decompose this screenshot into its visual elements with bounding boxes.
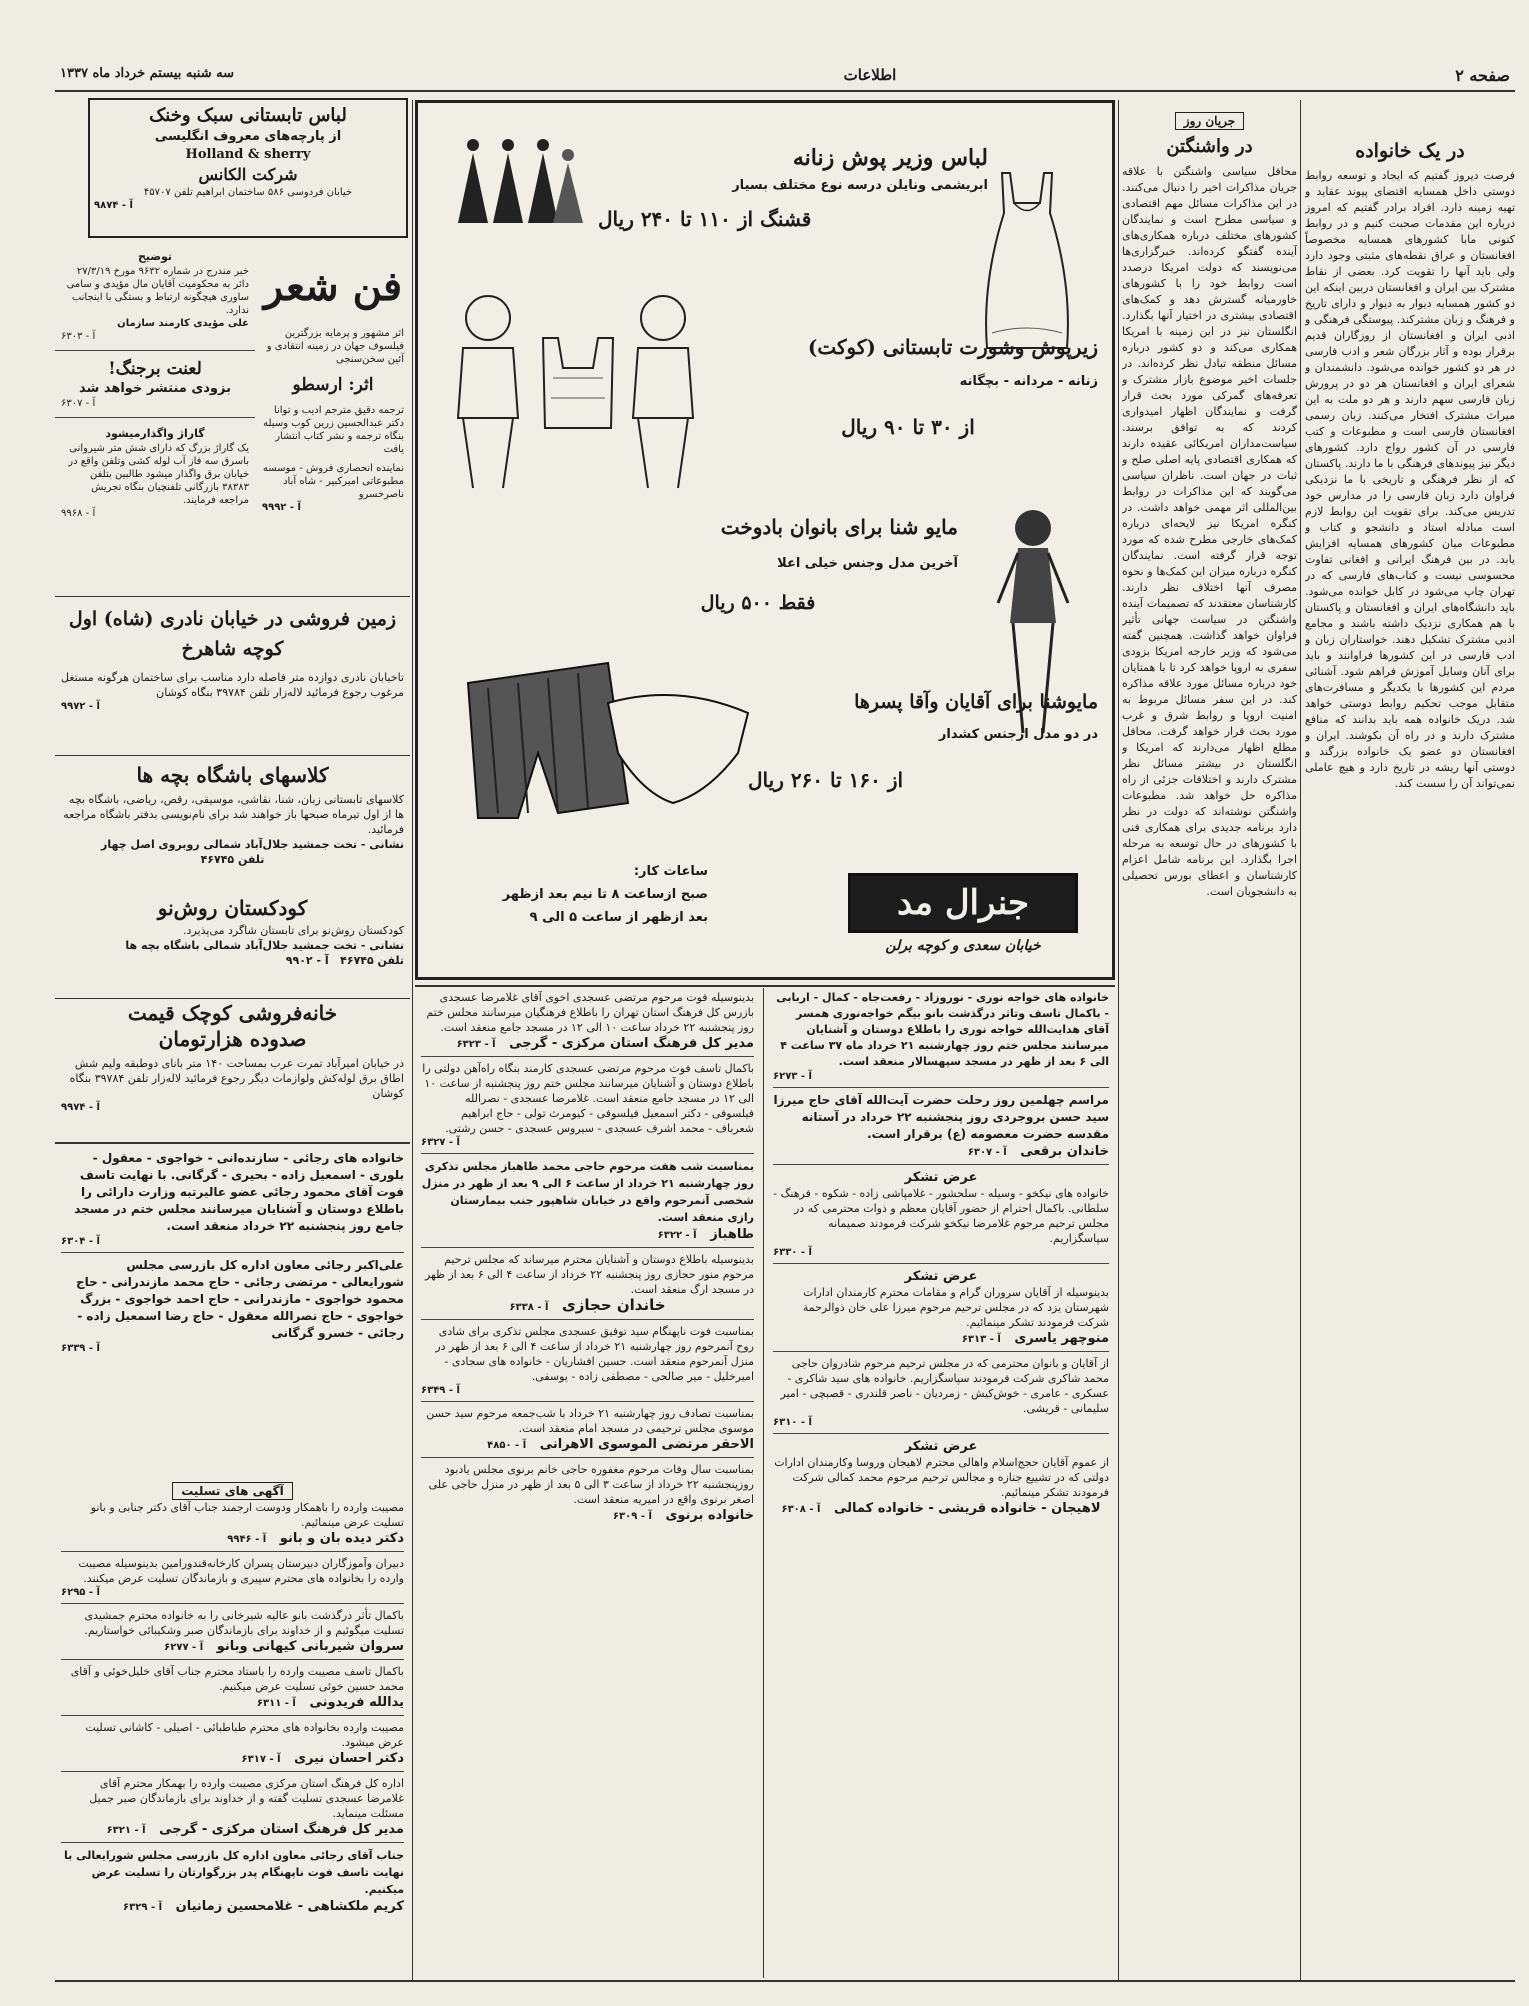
land-text: تاخیابان نادری دوازده متر فاصله دارد مناسب برای ساختمان هرگونه مستغل مرغوب رجوع فرمائید لاله‌زار تلفن ۳۹۷۸۴ بنگاه کوشان — [60, 671, 404, 699]
book-agent: نماینده انحصاری فروش - موسسه مطبوعاتی امیرکبیر - شاه آباد ناصرخسرو — [262, 463, 404, 500]
condolence-small-block — [55, 1480, 410, 1980]
condolence-small-5-sign-text: دکتر احسان نیری — [294, 1751, 404, 1766]
condolence-right-5-code: آ - ۶۳۱۰ — [773, 1417, 812, 1428]
kindergarten-address: نشانی - تخت جمشید جلال‌آباد شمالی باشگاه بچه ها — [125, 939, 404, 952]
condolence-small-5-code: آ - ۶۳۱۷ — [241, 1754, 281, 1765]
family-title: در یک خانواده — [1355, 140, 1465, 162]
condolence-small-4: باکمال تاسف مصیبت وارده را باستاد محترم جناب آقای خلیل‌خوئی و آقای محمد حسین خوئی تسلیت عرض میکنیم. — [70, 1665, 404, 1693]
ad-item-3-title: مایو شنا برای بانوان بادوخت — [720, 515, 958, 539]
condolence-mid-6: بمناسبت تصادف روز چهارشنبه ۲۱ خرداد با شب‌جمعه مرحوم سید حسن موسوی مجلس ترحیمی در مسجد امام منعقد است. — [426, 1407, 754, 1435]
ad-item-2-sub: زنانه - مردانه - بچگانه — [959, 374, 1098, 389]
condolence-right-3: خانواده های نیکخو - وسیله - سلحشور - غلامپاشی زاده - شکوه - فرهنگ - سلطانی. باکمال احترام از حضور آقایان معظم و ذوات محترمی که در مجلس ترحیم مرحوم غلامرضا نیکخو شرکت فرمودند صمیمانه سپاسگزاریم. — [773, 1187, 1109, 1245]
holland-sherry-ad — [88, 98, 408, 238]
brand-address: خیابان سعدی و کوچه برلن — [885, 938, 1041, 954]
holland-code: آ - ۹۸۷۴ — [94, 200, 133, 211]
family-body: فرصت دیروز گفتیم که ایجاد و توسعه روابط دوستی داخل همسایه اقتضای پیوند عقاید و تهیه زمینه دارد. افراد برادر گفتیم که امروز درباره این مقدمات صحبت کنیم و در روابط کنونی مابا کشورهای همسایه مخصوصاً افغانستان و عراق نقطه‌های مثبتی وجود دارد ولی باید آنها را تقویت کرد. بعضی از نقاط مشترک بین ایران و افغانستان دربین اینکه این دو کشور همسایه دیوار به دیوار و دارای تاریخ و فرهنگ و زبان مشترکند. پیوستگی فرهنگی و ادبی ایران و افغانستان از روزگاران قدیم برقرار بوده و آثار بزرگان شعر و ادب فارسی در هر دو کشور خوانده می‌شود. دانشمندان و شعرای ایران و افغانستان هر دو در پرورش زبان فارسی سهم دارند و هر دو ملت به این میراث مشترک افتخار می‌کنند. زبان رسمی افغانستان فارسی است و مطبوعات و کتب فارسی در آن کشور رواج دارد. کشورهای دیگر نیز پیوندهای فرهنگی با ما دارند. پاکستان که از نظر فرهنگی و تاریخی با ما نزدیکی فراوان دارد زبان فارسی را در مدارس خود تدریس می‌کند. برای تقویت این روابط لازم است مبادله استاد و دانشجو و کتاب و مطبوعات میان کشورهای همسایه افزایش یابد. در بین فرهنگ ایرانی و افغانی تفاوت محسوسی نیست و کتاب‌های فارسی که در تهران چاپ می‌شود در کابل خوانده می‌شود. باید دانشگاه‌های ایران و افغانستان و پاکستان با هم همکاری نزدیک داشته باشند و مجامع ادبی مشترک تشکیل دهند. خواستاران زبان و ادب فارسی در این کشورها فراوانند و باید برای آنان وسایل آموزش فراهم شود. آشنائی مردم این کشورها با یکدیگر و مسافرت‌های متقابل موجب تحکیم روابط دوستی خواهد شد. دریک خانواده همه باید بدانند که منافع مشترک دارند و در راه آن بکوشند. ایران و افغانستان دو عضو یک خانواده بزرگند و دوستی آنها ریشه در تاریخ دارد و هیچ عاملی نمی‌تواند آن را سست کند. — [1305, 169, 1515, 790]
condolence-right-2-sign-text: خاندان برقعی — [1020, 1144, 1109, 1159]
page-number: صفحه ۲ — [1455, 66, 1510, 85]
condolence-mid-1-sign-text: مدیر کل فرهنگ استان مرکزی - گرجی — [509, 1036, 754, 1051]
condolence-right-2-code: آ - ۶۳۰۷ — [967, 1147, 1007, 1158]
condolence-right-3-code: آ - ۶۳۳۰ — [773, 1247, 812, 1258]
condolence-right-4-sign — [773, 1330, 1109, 1347]
washington-title: در واشنگتن — [1166, 136, 1253, 157]
condolence-small-7-code: آ - ۶۳۲۹ — [123, 1902, 163, 1913]
condolence-mid-7-sign — [421, 1507, 754, 1524]
notice-3-code: آ - ۹۹۶۸ — [61, 508, 96, 519]
ad-item-2-price: از ۳۰ تا ۹۰ ریال — [841, 415, 975, 439]
kindergarten-ad — [55, 895, 410, 995]
condolence-mid-5: بمناسبت فوت ناپهنگام سید توفیق عسجدی مجلس تذکری برای شادی روح آنمرحوم روز چهارشنبه ۲۱ خرداد از ساعت ۴ الی ۶ بعد از ظهر در منزل آنمرحوم منعقد است. حسین افشاریان - خانواده های سجادی - امیرخلیل - میر صالحی - مصطفی زاده - یوسفی. — [435, 1325, 754, 1383]
book-desc: اثر مشهور و پرمایه بزرگترین فیلسوف جهان در زمینه انتقادی و آئین سخن‌سنجی — [266, 328, 404, 365]
notice-1-sign: علی مؤیدی کارمند سازمان — [117, 318, 249, 329]
condolence-heading: آگهی های تسلیت — [172, 1482, 293, 1500]
footer-rule — [55, 1980, 1515, 1982]
condolence-small-6-code: آ - ۶۳۲۱ — [106, 1825, 146, 1836]
small-notices — [55, 245, 255, 590]
condolence-middle-block — [415, 990, 760, 1980]
book-author: اثر: ارسطو — [292, 375, 374, 395]
condolence-right-6-sign-text: لاهیجان - خانواده قریشی - خانواده کمالی — [834, 1501, 1101, 1516]
ad-item-2 — [718, 333, 1098, 473]
condolence-right-5: از آقایان و بانوان محترمی که در مجلس ترحیم مرحوم شادروان حاجی محمد شاکری شرکت فرمودند سپاسگزاریم. خانواده های سید شاکری - عسکری - عامری - خوش‌کیش - زمردیان - ناصر قلندری - قصبچی - امیر سلیمانی - قریشی. — [780, 1357, 1109, 1415]
kindergarten-code: آ - ۹۹۰۲ — [285, 954, 329, 967]
washington-body: محافل سیاسی واشنگتن با علاقه جریان مذاکرات اخیر را دنبال می‌کنند. در این مذاکرات مسائل مهم اقتصادی و سیاسی مطرح است و نمایندگان کشورهای مختلف درباره همکاری‌های آینده گفتگو کرده‌اند. خبرگزاری‌ها می‌نویسند که دولت امریکا درصدد است روابط خود را با کشورهای خاورمیانه گسترش دهد و کمک‌های اقتصادی بیشتری در اختیار آنها بگذارد. انگلستان نیز در این زمینه با امریکا همکاری می‌کند و دو کشور درباره مسائل منطقه تبادل نظر کرده‌اند. در جلسات اخیر موضوع بازار مشترک و تعرفه‌های گمرکی مورد بحث قرار گرفت و نمایندگان اظهار امیدواری کردند که به توافق برسند. سیاست‌مداران امریکائی عقیده دارند که همکاری اقتصادی پایه اصلی صلح و ثبات در جهان است. ناظران سیاسی می‌گویند که این مذاکرات در روابط بین‌المللی اثر مهمی خواهد داشت. در کنگره امریکا نیز لایحه‌ای درباره کمک‌های خارجی مطرح شده که مورد توجه قرار گرفته است. نمایندگان کنگره درباره میزان این کمک‌ها و نحوه مصرف آنها اختلاف نظر دارند. کارشناسان معتقدند که تصمیمات آینده واشنگتن در سیاست جهانی تأثیر فراوان خواهد گذاشت. همچنین گفته می‌شود که وزیر خارجه امریکا بزودی سفری به اروپا خواهد کرد تا با همتایان خود درباره مسائل مورد علاقه مذاکره کند. در این سفر مسائل مربوط به امنیت اروپا و روابط شرق و غرب مورد بحث قرار خواهد گرفت. محافل مطلع اظهار می‌دارند که امریکا و انگلستان در بیشتر مسائل نظر مشترک دارند و اختلافات جزئی از راه مذاکره حل خواهد شد. مطبوعات واشنگتن نوشته‌اند که دولت در نظر دارد برنامه جدیدی برای همکاری فنی با کشورهای در حال توسعه به مرحله اجرا بگذارد. این برنامه شامل اعزام کارشناسان و اعطای بورس تحصیلی به دانشجویان است. — [1122, 165, 1297, 898]
ad-item-3 — [558, 513, 958, 643]
condolence-mid-7: بمناسبت سال وفات مرحوم مغفوره حاجی خانم برنوی مجلس یادبود روزپنجشنبه ۲۲ خرداد از ساعت ۳ الی ۵ بعد از ظهر در منزل حاجی علی اصغر برنوی واقع در امیریه منعقد است. — [428, 1463, 754, 1506]
ad-item-4-sub: در دو مدل ازجنس کشدار — [938, 727, 1098, 742]
slip-illustration — [972, 163, 1082, 353]
condolence-small-6-sign-text: مدیر کل فرهنگ استان مرکزی - گرجی — [159, 1822, 404, 1837]
condolence-mid-7-sign-text: خانواده برنوی — [665, 1508, 754, 1523]
condolence-left-1: خانواده های رجائی - سازنده‌انی - خواجوی - معقول - بلوری - اسمعیل زاده - بحیری - گرگانی. با نهایت تاسف فوت آقای محمود رجائی عضو عالیرتبه وزارت دارائی را باطلاع دوستان و آشنایان میرسانند مجلس ختم در مسجد جامع روز پنجشنبه ۲۲ خرداد منعقد است. — [74, 1151, 404, 1233]
condolence-mid-4-code: آ - ۶۳۳۸ — [509, 1302, 549, 1313]
condolence-right-4-code: آ - ۶۳۱۳ — [961, 1334, 1001, 1345]
condolence-mid-1-code: آ - ۶۳۲۳ — [456, 1039, 496, 1050]
condolence-small-3-sign-text: سروان شیربانی کیهانی وبانو — [216, 1639, 404, 1654]
general-mode-ad — [415, 100, 1115, 980]
condolence-small-4-sign — [61, 1694, 404, 1711]
holland-line2: از پارچه‌های معروف انگلیسی — [154, 129, 342, 144]
condolence-small-7: جناب آقای رجائی معاون اداره کل بازرسی مجلس شورایعالی با نهایت تاسف فوت ناپهنگام پدر بزرگوارتان را تسلیت عرض میکنیم. — [64, 1849, 404, 1896]
dress-illustration — [448, 133, 588, 233]
house-title: خانه‌فروشی کوچک قیمت — [127, 1001, 338, 1025]
condolence-small-7-sign-text: کریم ملکشاهی - غلامحسین زمانیان — [175, 1899, 404, 1914]
notice-1-title: توضیح — [137, 250, 173, 263]
condolence-mid-6-code: آ - ۴۸۵۰ — [487, 1440, 527, 1451]
rule-mid-split — [763, 988, 764, 1978]
notice-2-title: لعنت برجنگ! — [108, 359, 202, 379]
column-rule-3 — [412, 100, 413, 1980]
holland-line1: لباس تابستانی سبک وخنک — [149, 105, 347, 126]
condolence-left-block — [55, 1148, 410, 1478]
condolence-right-1: خانواده های خواجه نوری - نوروزاد - رفعت‌جاه - کمال - اربابی - باکمال تاسف وتاثر درگذشت بانو بیگم خواجه‌نوری همسر آقای هدایت‌الله خواجه نوری را باطلاع دوستان و آشنایان میرسانند مجلس ختم روز چهارشنبه ۲۱ خرداد ماه ۳۷ ساعت ۴ الی ۶ بعد از ظهر در مسجد سپهسالار منعقد است. — [776, 991, 1109, 1068]
condolence-mid-3-sign-text: طاهباز — [710, 1227, 754, 1242]
condolence-right-6: از عموم آقایان حجج‌اسلام واهالی محترم لاهیجان وروسا وکارمندان ادارات دولتی که در تشییع جنازه و مجالس ترحیم مرحوم محمد کمالی شرکت فرمودند تشکر مینمائیم. — [774, 1456, 1109, 1499]
kids-club-ad — [55, 760, 410, 895]
condolence-small-2: دبیران وآموزگاران دبیرستان پسران کارخانه‌قندورامین بدینوسیله مصیبت وارده را بخانواده های محترم سپیری و بازماندگان تسلیت عرض میکنند. — [78, 1557, 404, 1585]
condolence-mid-6-sign-text: الاحقر مرتضی الموسوی الاهرانی — [539, 1437, 754, 1452]
condolence-small-1-sign — [61, 1530, 404, 1547]
ad-item-1-sub: ابریشمی ونایلن درسه نوع مختلف بسیار — [732, 178, 988, 193]
ad-item-3-price: فقط ۵۰۰ ریال — [700, 592, 816, 614]
condolence-small-3-sign — [61, 1638, 404, 1655]
condolence-mid-2: باکمال تاسف فوت مرحوم مرتضی عسجدی کارمند بنگاه راه‌آهن دولتی را باطلاع دوستان و آشنایان میرسانند مجلس ختم روز پنجشنبه از ساعت ۱۰ الی ۱۲ در مسجد جامع منعقد است. غلامرضا عسجدی - نصرالله فیلسوفی - دکتر اسمعیل فیلسوفی - کیومرث تولی - حاج ابراهیم شعرباف - محمد اشرف عسجدی - سیروس عسجدی - حسن رشتی. — [422, 1062, 754, 1135]
land-title: زمین فروشی در خیابان نادری (شاه) اول کوچه شاهرخ — [68, 608, 397, 660]
condolence-left-2: علی‌اکبر رجائی معاون اداره کل بازرسی مجلس شورایعالی - مرتضی رجائی - حاج محمد مازندرانی - حاج محمود خواجوی - مازندرانی - حاج احمد خواجوی - بزرگ خواجوی - حاج نصرالله معقول - حاج رضا اسمعیل زاده - رجائی - خسرو گرگانی — [75, 1258, 404, 1340]
paper-name: اطلاعات — [843, 66, 897, 84]
condolence-small-5: مصیبت وارده بخانواده های محترم طباطبائی - اصیلی - کاشانی تسلیت عرض میشود. — [85, 1721, 404, 1749]
hours-evening: بعد ازظهر از ساعت ۵ الی ۹ — [529, 910, 708, 925]
men-swimwear-illustration — [458, 643, 758, 823]
condolence-small-1-code: آ - ۹۹۴۶ — [227, 1534, 267, 1545]
condolence-small-1: مصیبت وارده را باهمکار ودوست ارجمند جناب آقای دکتر جنابی و بانو تسلیت عرض مینمائیم. — [90, 1501, 404, 1529]
condolence-left-1-code: آ - ۶۳۰۴ — [61, 1236, 100, 1247]
children-underwear-illustration — [443, 288, 703, 498]
ad-item-4-title: مایوشنا برای آقایان وآقا پسرها — [854, 691, 1098, 713]
holland-line5: خیابان فردوسی ۵۸۶ ساختمان ابراهیم تلفن ۴۵۷۰۷ — [143, 187, 353, 198]
holland-line3: Holland & sherry — [185, 147, 311, 162]
condolence-small-4-code: آ - ۶۳۱۱ — [256, 1698, 296, 1709]
notice-1-text: خبر مندرج در شماره ۹۶۳۲ مورخ ۲۷/۳/۱۹ دائر به محکومیت آقایان مال مؤیدی و سامی ساوری هیچگونه ارتباط و بستگی با اینجانب ندارد. — [66, 266, 249, 316]
condolence-right-2-sign — [773, 1143, 1109, 1160]
kids-club-address: نشانی - تخت جمشید جلال‌آباد شمالی روبروی اصل چهار — [101, 838, 404, 851]
ad-item-3-sub: آخرین مدل وجنس خیلی اعلا — [777, 556, 958, 571]
condolence-mid-4-sign — [421, 1297, 754, 1315]
condolence-small-6-sign — [61, 1821, 404, 1838]
book-code: آ - ۹۹۹۲ — [262, 502, 301, 513]
kindergarten-phone-text: تلفن ۴۶۷۴۵ — [340, 954, 404, 967]
condolence-mid-4: بدینوسیله باطلاع دوستان و آشنایان محترم میرساند که مجلس ترحیم مرحوم منور حجازی روز پنجشنبه ۲۲ خرداد از ساعت ۴ الی ۶ بعد از ظهر در مسجد ارگ منعقد است. — [424, 1253, 754, 1296]
condolence-right-4-sign-text: منوچهر یاسری — [1014, 1331, 1109, 1346]
house-code: آ - ۹۹۷۴ — [61, 1102, 100, 1113]
kids-club-title: کلاسهای باشگاه بچه ها — [136, 763, 329, 787]
kids-club-text: کلاسهای تابستانی زبان، شنا، نقاشی، موسیقی، رقص، ریاضی، باشگاه بچه ها از اول تیرماه صبحها باز خواهند شد برای نام‌نویسی بدفتر باشگاه مراجعه فرمائید. — [63, 793, 404, 836]
kindergarten-title: کودکستان روش‌نو — [157, 896, 308, 920]
brand-logo — [848, 873, 1078, 933]
condolence-right-6-code: آ - ۶۳۰۸ — [781, 1504, 821, 1515]
condolence-small-5-sign — [61, 1750, 404, 1767]
working-hours — [448, 863, 708, 953]
condolence-mid-5-code: آ - ۶۳۴۹ — [421, 1385, 460, 1396]
book-ad — [258, 245, 408, 590]
condolence-right-4: بدینوسیله از آقایان سروران گرام و مقامات محترم کارمندان ادارات شهرستان یزد که در مجلس ترحیم مرحوم میرزا علی خان ذوالرحمة شرکت فرمودند تشکر مینمائیم. — [802, 1286, 1109, 1329]
condolence-mid-3-code: آ - ۶۳۲۲ — [657, 1230, 697, 1241]
kids-club-phone: تلفن ۴۶۷۴۵ — [200, 853, 265, 866]
brand-name: جنرال مد — [896, 883, 1030, 923]
condolence-small-3-code: آ - ۶۲۷۷ — [164, 1642, 204, 1653]
kindergarten-text: کودکستان روش‌نو برای تابستان شاگرد می‌پذیرد. — [183, 924, 404, 937]
ad-item-1 — [598, 143, 988, 263]
column-rule-1 — [1300, 100, 1301, 1980]
condolence-left-2-code: آ - ۶۳۳۹ — [61, 1343, 100, 1354]
condolence-mid-1: بدینوسیله فوت مرحوم مرتضی عسجدی اخوی آقای غلامرضا عسجدی بازرس کل فرهنگ استان تهران را باطلاع فرهنگیان میرسانند مجلس ختم روز پنجشنبه ۲۲ خرداد ساعت ۱۰ الی ۱۲ در مسجد جامع منعقد است. — [426, 991, 754, 1034]
condolence-right-block — [767, 990, 1115, 1980]
house-text: در خیابان امیرآباد تمرت عرب بمساحت ۱۴۰ متر بانای دوطبقه ولیم شش اطاق برق لوله‌کش ولوازمات دیگر رجوع فرمائید لاله‌زار تلفن ۳۹۷۸۴ بنگاه کوشان — [69, 1057, 404, 1100]
notice-2-code: آ - ۶۳۰۷ — [61, 398, 96, 409]
condolence-right-3-title: عرض تشکر — [904, 1170, 978, 1185]
header-rule — [55, 90, 1515, 92]
hours-morning: صبح ازساعت ۸ تا نیم بعد ازظهر — [502, 887, 708, 902]
family-article — [1305, 140, 1515, 1980]
notice-3-text: یک گاراژ بزرگ که دارای شش متر شیروانی باسرق سه فاز آب لوله کشی وتلفن واقع در خیابان برق واگذار میشود طالبین بتلفن ۳۸۳۸۳ بازرگانی تلفنچیان بنگاه تجریش مراجعه فرمایند. — [68, 443, 249, 506]
issue-date: سه شنبه بیستم خرداد ماه ۱۳۳۷ — [60, 66, 234, 81]
house-subtitle: صدوده هزارتومان — [158, 1027, 307, 1051]
notice-3-title: گاراژ واگذارمیشود — [105, 427, 205, 440]
condolence-mid-3-sign — [421, 1226, 754, 1243]
hours-title: ساعات کار: — [633, 864, 708, 879]
condolence-small-6: اداره کل فرهنگ استان مرکزی مصیبت وارده را بهمکار محترم آقای غلامرضا عسجدی تسلیت گفته و از خداوند برای بازماندگان صبر جمیل مسئلت مینماید. — [89, 1777, 404, 1820]
land-code: آ - ۹۹۷۲ — [61, 701, 100, 712]
condolence-small-7-sign — [61, 1898, 404, 1915]
rule-left-3 — [55, 998, 410, 999]
land-sale-ad — [55, 600, 410, 750]
ad-item-1-title: لباس وزیر پوش زنانه — [792, 145, 988, 171]
ad-item-1-price: قشنگ از ۱۱۰ تا ۲۴۰ ریال — [598, 207, 812, 231]
condolence-right-4-title: عرض تشکر — [904, 1269, 978, 1284]
ad-item-4-price: از ۱۶۰ تا ۲۶۰ ریال — [748, 768, 904, 792]
notice-1-code: آ - ۶۳۰۳ — [61, 331, 96, 342]
rule-left-4 — [55, 1142, 410, 1144]
rule-left-2 — [55, 755, 410, 756]
condolence-right-6-title: عرض تشکر — [904, 1439, 978, 1454]
rule-mid-top — [415, 985, 1115, 987]
ad-item-2-title: زیرپوش وشورت تابستانی (کوکت) — [807, 335, 1098, 359]
book-translator: ترجمه دقیق مترجم ادیب و توانا دکتر عبدالحسین زرین کوب وسیله بنگاه ترجمه و نشر کتاب انتشار یافت — [263, 405, 404, 455]
house-sale-ad — [55, 1000, 410, 1140]
condolence-mid-6-sign — [421, 1436, 754, 1453]
condolence-mid-1-sign — [421, 1035, 754, 1052]
notice-2-text: بزودی منتشر خواهد شد — [79, 381, 231, 396]
condolence-small-4-sign-text: یدالله فریدونی — [309, 1695, 404, 1710]
kindergarten-phone — [61, 953, 404, 968]
daily-topic-label: جریان روز — [1175, 112, 1244, 130]
condolence-small-3: باکمال تأثر درگذشت بانو عالیه شیرخانی را به خانواده محترم جمشیدی تسلیت میگوئیم و از خداوند برای بازماندگان صبر وشکیبائی خواستاریم. — [84, 1609, 404, 1637]
condolence-right-6-sign — [773, 1500, 1109, 1517]
ad-item-4 — [748, 688, 1098, 828]
washington-article — [1122, 110, 1297, 1970]
condolence-mid-4-sign-text: خاندان حجازی — [562, 1296, 666, 1314]
condolence-mid-7-code: آ - ۶۳۰۹ — [612, 1511, 652, 1522]
book-title: فن شعر — [263, 263, 403, 310]
condolence-mid-2-code: آ - ۶۳۲۷ — [421, 1137, 460, 1148]
condolence-mid-3: بمناسبت شب هفت مرحوم حاجی محمد طاهباز مجلس تذکری روز چهارشنبه ۲۱ خرداد از ساعت ۶ الی ۹ بعد از ظهر در منزل شخصی آنمرحوم واقع در خیابان شاهپور جنب بیمارستان رازی منعقد است. — [421, 1160, 754, 1224]
condolence-right-1-code: آ - ۶۲۷۳ — [773, 1071, 812, 1082]
column-rule-2 — [1118, 100, 1119, 1980]
holland-line4: شرکت الکانس — [198, 165, 298, 184]
condolence-small-2-code: آ - ۶۲۹۵ — [61, 1587, 100, 1598]
rule-left-1 — [55, 596, 410, 597]
condolence-right-2: مراسم چهلمین روز رحلت حضرت آیت‌الله آقای حاج میرزا سید حسن بروجردی روز پنجشنبه ۲۲ خرداد در آستانه مقدسه حضرت معصومه (ع) برقرار است. — [773, 1093, 1109, 1141]
condolence-small-1-sign-text: دکتر دیده بان و بانو — [279, 1531, 404, 1546]
